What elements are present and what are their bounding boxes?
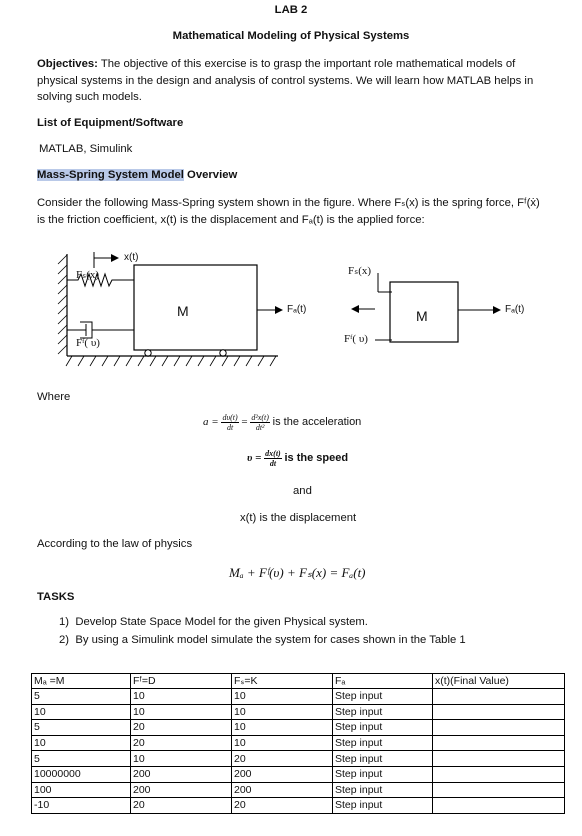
wheel-left xyxy=(145,350,151,356)
table-cell: Step input xyxy=(333,735,433,751)
overview-heading-highlight: Mass-Spring System Model xyxy=(37,169,184,181)
wall-hatching xyxy=(58,255,67,354)
ground-hatching xyxy=(66,356,276,366)
header-cell-mass: Mₐ =M xyxy=(32,674,131,689)
objectives-line-1: The objective of this exercise is to grasp the important role mathematical models of xyxy=(100,58,516,70)
table-cell: 10 xyxy=(232,735,333,751)
table-cell xyxy=(433,704,565,720)
table-cell xyxy=(433,720,565,736)
overview-paragraph xyxy=(37,195,567,228)
overview-line-2: is the friction coefficient, x(t) is the displacement and Fₐ(t) is the applied force: xyxy=(37,213,425,226)
objectives-paragraph xyxy=(37,56,557,106)
speed-fraction xyxy=(264,449,282,468)
fraction-denominator: dt² xyxy=(255,423,265,432)
friction-force-label: Fᶠ( υ) xyxy=(76,337,100,349)
header-cell-friction: Fᶠ=D xyxy=(131,674,232,689)
table-cell: -10 xyxy=(32,798,131,814)
acceleration-fraction-2 xyxy=(250,413,270,432)
table-row xyxy=(32,735,565,751)
table-cell: Step input xyxy=(333,782,433,798)
fbd-mass-label: M xyxy=(416,308,428,324)
table-cell: 10000000 xyxy=(32,766,131,782)
header-cell-spring: Fₛ=K xyxy=(232,674,333,689)
table-cell: 20 xyxy=(131,735,232,751)
objectives-label: Objectives: xyxy=(37,58,98,70)
table-row xyxy=(32,720,565,736)
table-cell: 200 xyxy=(131,782,232,798)
mass-block xyxy=(134,265,257,350)
fbd-spring-force-label: Fₛ(x) xyxy=(348,265,372,277)
table-cell: 200 xyxy=(131,766,232,782)
speed-lhs: υ = xyxy=(247,452,262,465)
objectives-line-3: solving such models. xyxy=(37,91,142,103)
table-cell: 20 xyxy=(232,751,333,767)
header-cell-force: Fₐ xyxy=(333,674,433,689)
spring-force-label: Fₛ(x) xyxy=(76,269,100,281)
equipment-items: MATLAB, Simulink xyxy=(39,143,133,155)
acceleration-lhs: a = xyxy=(203,416,219,429)
table-cell xyxy=(433,798,565,814)
xt-label: x(t) xyxy=(124,252,139,263)
task-item-1 xyxy=(59,616,368,628)
table-cell xyxy=(433,751,565,767)
page-title: Mathematical Modeling of Physical Systems xyxy=(172,30,410,42)
applied-force-label: Fₐ(t) xyxy=(287,304,307,315)
speed-text: is the speed xyxy=(284,452,349,465)
table-cell xyxy=(433,766,565,782)
task-text: Develop State Space Model for the given Physical system. xyxy=(75,616,368,628)
table-cell: 5 xyxy=(32,720,131,736)
table-cell: Step input xyxy=(333,766,433,782)
task-text: By using a Simulink model simulate the system for cases shown in the Table 1 xyxy=(75,634,466,646)
acceleration-equals: = xyxy=(241,416,248,429)
table-row xyxy=(32,798,565,814)
table-cell: Step input xyxy=(333,798,433,814)
table-cell xyxy=(433,782,565,798)
table-row xyxy=(32,704,565,720)
and-text: and xyxy=(293,485,312,497)
table-cell: Step input xyxy=(333,689,433,705)
table-row xyxy=(32,751,565,767)
table-cell: 20 xyxy=(232,798,333,814)
table-cell: 20 xyxy=(131,720,232,736)
speed-equation xyxy=(247,449,348,468)
table-cell: 20 xyxy=(131,798,232,814)
damper-shape xyxy=(67,322,134,338)
overview-heading xyxy=(37,169,237,181)
table-cell: 10 xyxy=(131,689,232,705)
table-row xyxy=(32,782,565,798)
law-equation: Mₐ + Fᶠ(υ) + Fₛ(x) = Fₐ(t) xyxy=(229,565,366,580)
table-cell: 10 xyxy=(131,751,232,767)
tasks-heading: TASKS xyxy=(37,591,75,603)
equipment-heading: List of Equipment/Software xyxy=(37,117,184,129)
table-row xyxy=(32,689,565,705)
table-cell: 10 xyxy=(232,720,333,736)
task-number: 2) xyxy=(59,634,70,646)
where-label: Where xyxy=(37,391,71,403)
table-cell: 200 xyxy=(232,766,333,782)
lab-number: LAB 2 xyxy=(274,4,308,16)
fraction-denominator: dt xyxy=(269,459,277,468)
acceleration-equation xyxy=(203,413,361,432)
table-cell: 200 xyxy=(232,782,333,798)
table-cell xyxy=(433,735,565,751)
header-cell-final-value: x(t)(Final Value) xyxy=(433,674,565,689)
table-cell: Step input xyxy=(333,704,433,720)
table-cell: 10 xyxy=(131,704,232,720)
fraction-denominator: dt xyxy=(226,423,234,432)
table-cell: 10 xyxy=(232,704,333,720)
acceleration-text: is the acceleration xyxy=(272,416,362,429)
fraction-numerator: d²x(t) xyxy=(251,413,269,422)
fbd-applied-force-label: Fₐ(t) xyxy=(505,304,525,315)
table-cell: 10 xyxy=(32,735,131,751)
table-header-row xyxy=(32,674,565,689)
fraction-numerator: dx(t) xyxy=(265,449,281,458)
overview-heading-rest: Overview xyxy=(183,169,238,181)
overview-line-1: Consider the following Mass-Spring system shown in the figure. Where Fₛ(x) is the spring force, Fᶠ(ẋ) xyxy=(37,197,540,209)
displacement-text: x(t) is the displacement xyxy=(240,512,357,524)
task-item-2 xyxy=(59,634,466,646)
acceleration-fraction-1 xyxy=(221,413,238,432)
table-cell: 100 xyxy=(32,782,131,798)
table-cell: 10 xyxy=(232,689,333,705)
law-intro: According to the law of physics xyxy=(37,538,193,550)
mass-label: M xyxy=(177,303,189,319)
table-row xyxy=(32,766,565,782)
table-cell: 10 xyxy=(32,704,131,720)
fraction-numerator: dυ(t) xyxy=(222,413,238,422)
table-cell: 5 xyxy=(32,689,131,705)
table-cell: 5 xyxy=(32,751,131,767)
parameters-table xyxy=(31,673,565,814)
fbd-friction-force-label: Fᶠ( υ) xyxy=(344,333,368,345)
task-number: 1) xyxy=(59,616,70,628)
table-cell: Step input xyxy=(333,720,433,736)
objectives-line-2: physical systems in the design and analysis of control systems. We will learn how MATLAB helps in xyxy=(37,74,534,87)
wheel-right xyxy=(220,350,226,356)
table-cell: Step input xyxy=(333,751,433,767)
table-cell xyxy=(433,689,565,705)
